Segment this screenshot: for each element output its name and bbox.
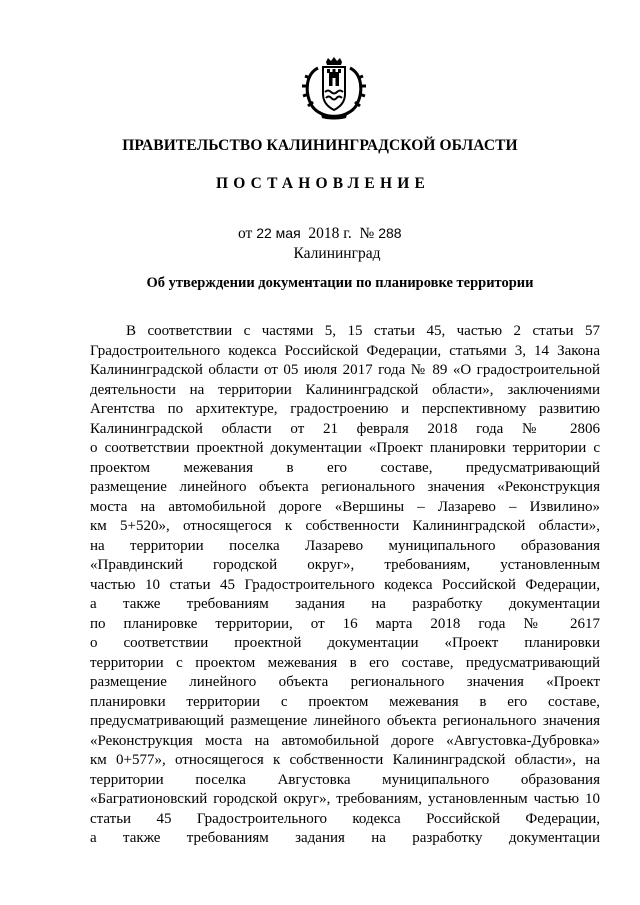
body-line: проектом межевания в его составе, предусматривающий — [90, 459, 600, 476]
body-line: «Реконструкция моста на автомобильной дороге «Августовка-Дубровка» — [90, 732, 600, 749]
body-line: по планировке территории, от 16 марта 2018 года № 2617 — [90, 615, 600, 632]
coat-of-arms-icon — [296, 56, 372, 120]
body-line: «Багратионовский городской округ», требованиям, установленным частью 10 — [90, 791, 600, 807]
body-line: статьи 45 Градостроительного кодекса Российской Федерации, — [90, 810, 600, 827]
body-line: частью 10 статьи 45 Градостроительного кодекса Российской Федерации, — [90, 576, 600, 593]
body-line: предусматривающий размещение линейного объекта регионального значения — [90, 713, 600, 729]
document-subject: Об утверждении документации по планировке территории — [146, 275, 534, 291]
body-line: В соответствии с частями 5, 15 статьи 45, частью 2 статьи 57 — [126, 323, 600, 339]
government-name: ПРАВИТЕЛЬСТВО КАЛИНИНГРАДСКОЙ ОБЛАСТИ — [122, 137, 518, 154]
date-year: 2018 г. — [308, 225, 352, 242]
body-line: планировки территории с проектом межевания в его составе, — [90, 693, 600, 710]
body-line: моста на автомобильной дороге «Вершины – Лазарево – Извилино» — [90, 498, 600, 515]
body-line: о соответствии проектной документации «Проект планировки — [90, 635, 600, 651]
document-body — [90, 322, 600, 849]
body-line: о соответствии проектной документации «Проект планировки территории с — [90, 440, 600, 456]
body-line: км 5+520», относящегося к собственности Калининградской области», — [90, 518, 600, 534]
body-line: размещение линейного объекта регионального значения «Проект — [90, 674, 600, 690]
city: Калининград — [293, 245, 381, 262]
body-line: территории с проектом межевания в его составе, предусматривающий — [90, 654, 600, 671]
body-line: размещение линейного объекта регионального значения «Реконструкция — [90, 479, 600, 495]
date-number-line — [238, 225, 402, 243]
document-number: 288 — [378, 225, 402, 241]
date-day-month: 22 мая — [256, 225, 301, 241]
body-line: на территории поселка Лазарево муниципального образования — [90, 537, 600, 554]
body-line: Градостроительного кодекса Российской Федерации, статьями 3, 14 Закона — [90, 342, 600, 359]
body-line: Калининградской области от 21 февраля 2018 года № 2806 — [90, 420, 600, 437]
body-line: территории поселка Августовка муниципального образования — [90, 771, 600, 788]
body-line: а также требованиям задания на разработку документации — [90, 596, 600, 612]
body-line: Агентства по архитектуре, градостроению и перспективному развитию — [90, 401, 600, 417]
body-line: «Правдинский городской округ», требованиям, установленным — [90, 557, 600, 573]
date-prefix: от — [238, 225, 253, 242]
body-line: км 0+577», относящегося к собственности Калининградской области», на — [90, 752, 600, 768]
body-line: деятельности на территории Калининградской области», заключениями — [90, 381, 600, 398]
body-line: а также требованиям задания на разработку документации — [90, 830, 600, 846]
number-sign: № — [359, 225, 375, 242]
body-line: Калининградской области от 05 июля 2017 года № 89 «О градостроительной — [90, 362, 600, 378]
document-type: ПОСТАНОВЛЕНИЕ — [215, 175, 431, 192]
